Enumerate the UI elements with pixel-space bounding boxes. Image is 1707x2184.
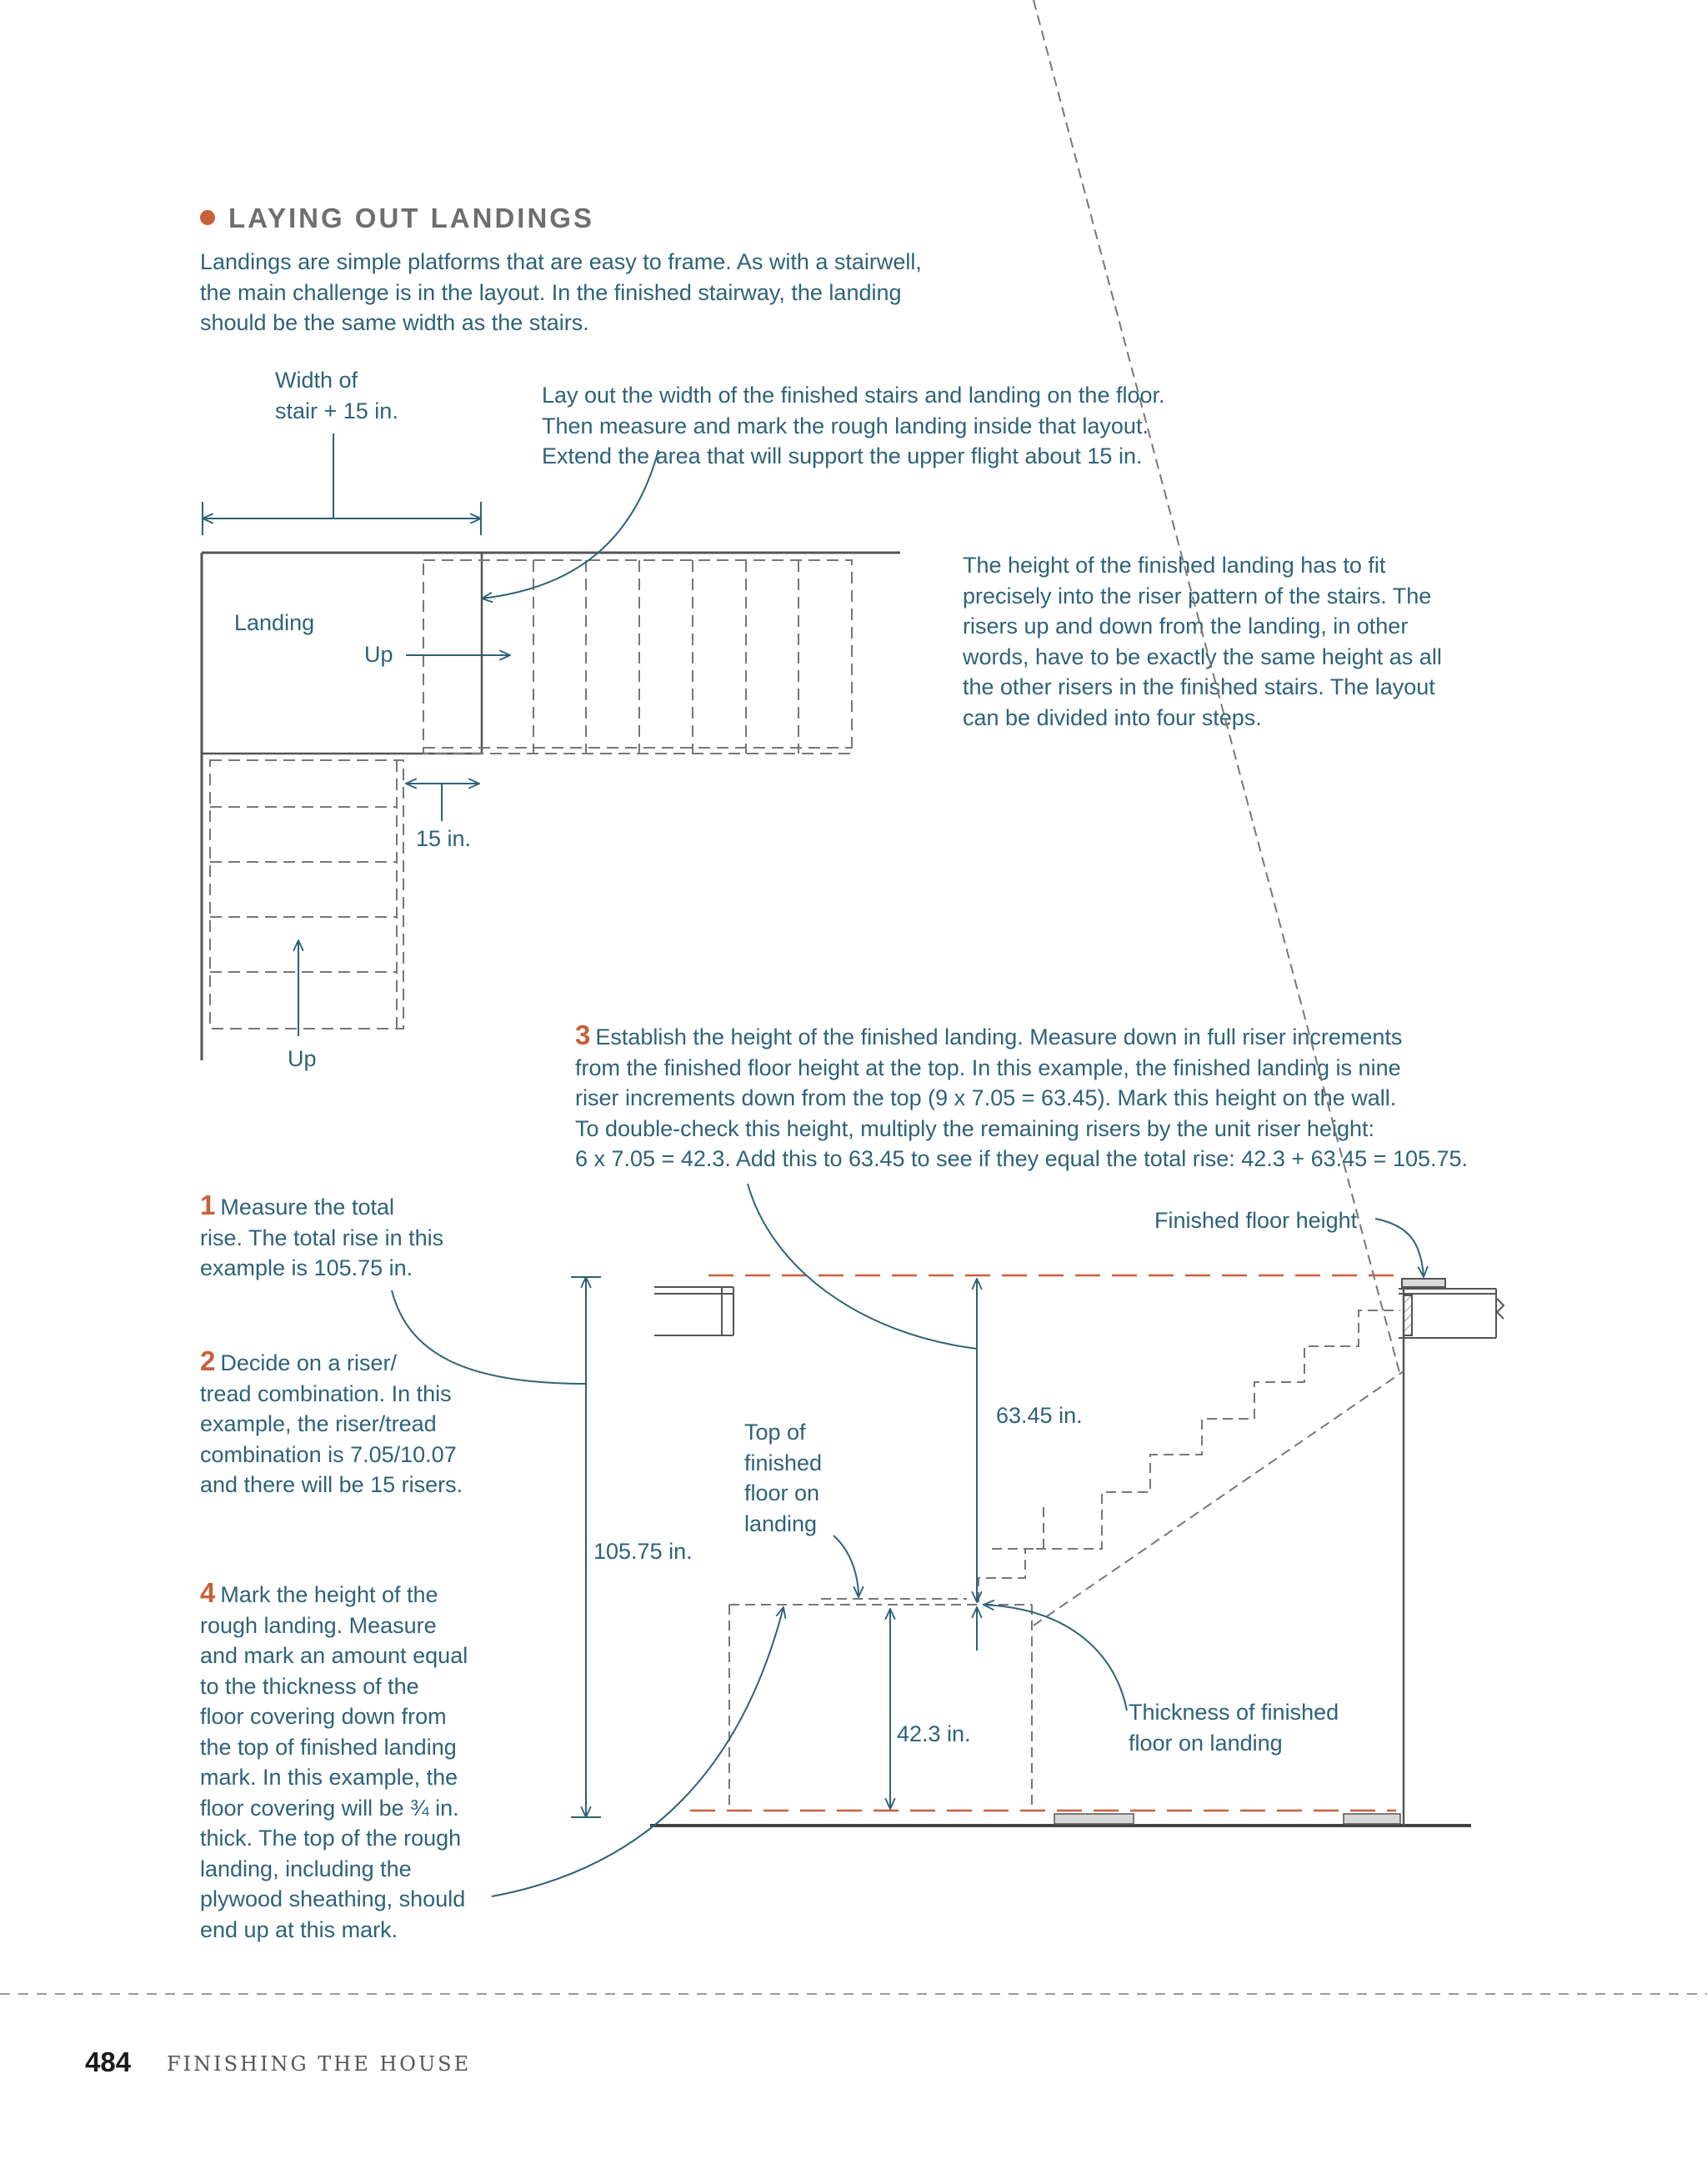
landing-label: Landing [234, 610, 315, 635]
page-number: 484 [85, 2046, 132, 2077]
height-note: The height of the finished landing has to fit precisely into the riser pattern of the stairs. The risers up and down from the landing, in other words, have to be exactly the same height as all the other risers in the finished stairs. The layout can be divided into four steps. [963, 553, 1442, 730]
floor-plate-right [1344, 1814, 1400, 1824]
section-heading-text: LAYING OUT LANDINGS [228, 203, 594, 233]
elevation-view [392, 0, 1504, 1896]
thickness-leader [984, 1605, 1127, 1711]
left-joist [654, 1287, 733, 1335]
step-4-leader [492, 1607, 783, 1896]
step-4-number: 4 [200, 1577, 216, 1608]
intro-paragraph: Landings are simple platforms that are easy to frame. As with a stairwell, the main challenge is in the layout. In the finished stairway, the landing should be the same width as the stairs. [200, 249, 922, 335]
up-bottom-label: Up [288, 1046, 317, 1071]
top-finished-floor-label: Top of finished floor on landing [744, 1420, 823, 1536]
extension-label: 15 in. [416, 826, 472, 851]
step-1-number: 1 [200, 1190, 216, 1220]
lower-flight-treads [210, 760, 403, 1029]
layout-note-leader [482, 450, 658, 599]
width-label: Width of stair + 15 in. [275, 368, 398, 423]
landing-box [729, 1599, 1032, 1811]
step-3-leader [748, 1184, 977, 1349]
finished-floor-leader [1375, 1219, 1424, 1277]
upper-flight-profile [979, 0, 1404, 1625]
step-3-number: 3 [575, 1019, 591, 1050]
step-3-text: Establish the height of the finished landing. Measure down in full riser increments from the finished floor height at the top. In this example, the finished landing is nine riser increments down from the top (9 x 7.05 = 63.45). Mark this height on the wall. To double-check this height, multiply the remaining risers by the unit riser height: 6 x 7.05 = 42.3. Add this to 63.45 to see if they equal the total rise: 42.3 + 63.45 = 105.75. [575, 1024, 1469, 1171]
plan-view [202, 433, 900, 1060]
step-1-leader [392, 1290, 586, 1384]
step-4-text: Mark the height of the rough landing. Measure and mark an amount equal to the thickness of the floor covering down from the top of finished landing mark. In this example, the floor covering will be ¾ in. thick. The top of the rough landing, including the plywood sheathing, should end up at this mark. [200, 1582, 468, 1942]
upper-floor-structure [1399, 1279, 1504, 1826]
step-2-number: 2 [200, 1345, 216, 1376]
step-1-text: Measure the total rise. The total rise in this example is 105.75 in. [200, 1195, 444, 1280]
layout-note: Lay out the width of the finished stairs and landing on the floor. Then measure and mark the rough landing inside that layout. Extend the area that will support the upper flight about 15 in. [542, 383, 1165, 468]
lower-rise-label: 42.3 in. [897, 1721, 971, 1746]
top-finished-leader [833, 1535, 859, 1597]
chapter-title: FINISHING THE HOUSE [167, 2052, 472, 2076]
finished-floor-label: Finished floor height [1154, 1208, 1358, 1233]
upper-rise-label: 63.45 in. [996, 1403, 1083, 1428]
thickness-label: Thickness of finished floor on landing [1129, 1700, 1339, 1756]
step-2-text: Decide on a riser/ tread combination. In this example, the riser/tread combination is 7.05/10.07 and there will be 15 risers. [200, 1350, 463, 1497]
up-right-label: Up [364, 642, 393, 667]
upper-flight-treads [423, 560, 852, 754]
total-rise-label: 105.75 in. [593, 1539, 693, 1564]
floor-plate-left [1054, 1814, 1134, 1824]
